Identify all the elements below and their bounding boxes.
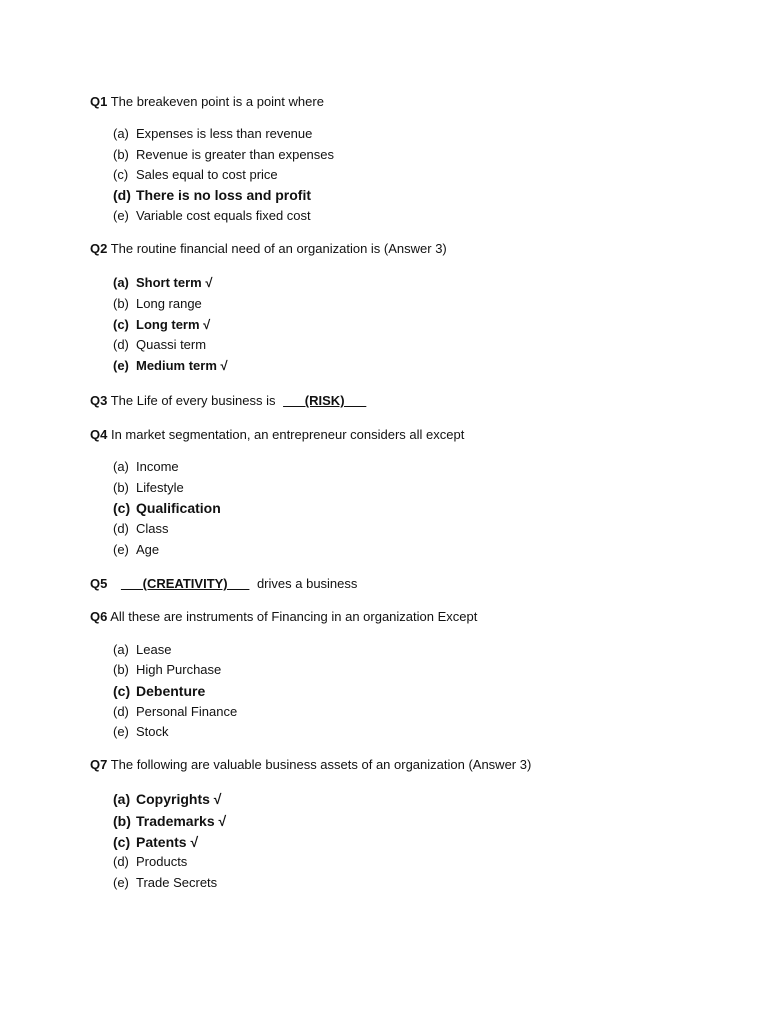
option-text: Short term √: [136, 275, 213, 290]
option-text: Trademarks √: [136, 813, 227, 829]
q4-option-b: [113, 480, 184, 495]
option-letter: (b): [113, 480, 129, 495]
question-number: Q3: [90, 393, 108, 408]
option-text: Stock: [136, 724, 169, 739]
option-text: Qualification: [136, 500, 221, 516]
option-text: Lease: [136, 642, 172, 657]
q6-option-d: [113, 704, 237, 719]
q7-option-a-answer: [113, 791, 221, 807]
option-letter: (d): [113, 704, 129, 719]
question-text: drives a business: [256, 576, 358, 591]
option-text: High Purchase: [136, 662, 222, 677]
option-letter: (c): [113, 683, 131, 699]
option-letter: (a): [113, 459, 129, 474]
option-text: Sales equal to cost price: [136, 167, 278, 182]
question-1: [90, 94, 324, 109]
option-text: Trade Secrets: [136, 875, 218, 890]
q6-option-a: [113, 642, 171, 657]
q7-option-d: [113, 854, 187, 869]
question-text: In market segmentation, an entrepreneur considers all except: [110, 427, 465, 442]
fill-in-answer: ___(RISK)___: [283, 393, 367, 408]
question-number: Q4: [90, 427, 108, 442]
q7-option-c-answer: [113, 834, 198, 850]
option-text: Debenture: [136, 683, 206, 699]
q6-option-e: [113, 724, 169, 739]
option-letter: (c): [113, 167, 129, 182]
question-text: The following are valuable business assets of an organization (Answer 3): [110, 757, 532, 772]
q4-option-d: [113, 521, 169, 536]
option-letter: (d): [113, 337, 129, 352]
option-text: Expenses is less than revenue: [136, 126, 313, 141]
option-letter: (e): [113, 724, 129, 739]
q4-option-a: [113, 459, 179, 474]
question-number: Q1: [90, 94, 108, 109]
question-7: [90, 757, 531, 772]
question-number: Q6: [90, 609, 108, 624]
q1-option-c: [113, 167, 278, 182]
option-text: Variable cost equals fixed cost: [136, 208, 311, 223]
question-6: [90, 609, 477, 624]
option-letter: (c): [113, 317, 129, 332]
q1-option-d-answer: [113, 187, 311, 203]
option-letter: (b): [113, 296, 129, 311]
option-text: There is no loss and profit: [136, 187, 312, 203]
option-text: Medium term √: [136, 358, 228, 373]
option-letter: (b): [113, 662, 129, 677]
option-text: Income: [136, 459, 179, 474]
option-text: Copyrights √: [136, 791, 222, 807]
q6-option-c-answer: [113, 683, 205, 699]
option-text: Products: [136, 854, 188, 869]
question-text: The routine financial need of an organization is (Answer 3): [110, 241, 447, 256]
option-letter: (e): [113, 875, 129, 890]
option-text: Age: [136, 542, 160, 557]
option-letter: (c): [113, 834, 131, 850]
q4-option-c-answer: [113, 500, 221, 516]
option-letter: (b): [113, 147, 129, 162]
q2-option-c-answer: [113, 317, 210, 332]
q2-option-e-answer: [113, 358, 228, 373]
option-letter: (c): [113, 500, 131, 516]
option-letter: (e): [113, 542, 129, 557]
question-text: All these are instruments of Financing in an organization Except: [110, 609, 478, 624]
option-letter: (d): [113, 521, 129, 536]
question-text: The Life of every business is: [110, 393, 276, 408]
option-letter: (d): [113, 854, 129, 869]
question-number: Q5: [90, 576, 108, 591]
option-letter: (e): [113, 358, 129, 373]
q2-option-b: [113, 296, 202, 311]
q1-option-a: [113, 126, 312, 141]
option-text: Revenue is greater than expenses: [136, 147, 335, 162]
fill-in-answer: ___(CREATIVITY)___: [120, 576, 250, 591]
option-text: Long range: [136, 296, 202, 311]
q1-option-b: [113, 147, 334, 162]
question-text: The breakeven point is a point where: [110, 94, 324, 109]
q7-option-e: [113, 875, 217, 890]
question-number: Q2: [90, 241, 108, 256]
question-2: [90, 241, 447, 256]
q4-option-e: [113, 542, 159, 557]
q6-option-b: [113, 662, 221, 677]
question-3: [90, 393, 366, 408]
question-4: [90, 427, 464, 442]
option-text: Lifestyle: [136, 480, 184, 495]
q1-option-e: [113, 208, 311, 223]
q7-option-b-answer: [113, 813, 226, 829]
option-letter: (a): [113, 126, 129, 141]
option-letter: (b): [113, 813, 131, 829]
option-text: Long term √: [136, 317, 211, 332]
option-text: Class: [136, 521, 169, 536]
question-number: Q7: [90, 757, 108, 772]
option-letter: (a): [113, 275, 129, 290]
q2-option-a-answer: [113, 275, 212, 290]
option-letter: (d): [113, 187, 131, 203]
option-text: Patents √: [136, 834, 199, 850]
option-letter: (e): [113, 208, 129, 223]
q2-option-d: [113, 337, 206, 352]
option-letter: (a): [113, 791, 131, 807]
question-5: [90, 576, 357, 591]
option-letter: (a): [113, 642, 129, 657]
option-text: Quassi term: [136, 337, 207, 352]
option-text: Personal Finance: [136, 704, 238, 719]
